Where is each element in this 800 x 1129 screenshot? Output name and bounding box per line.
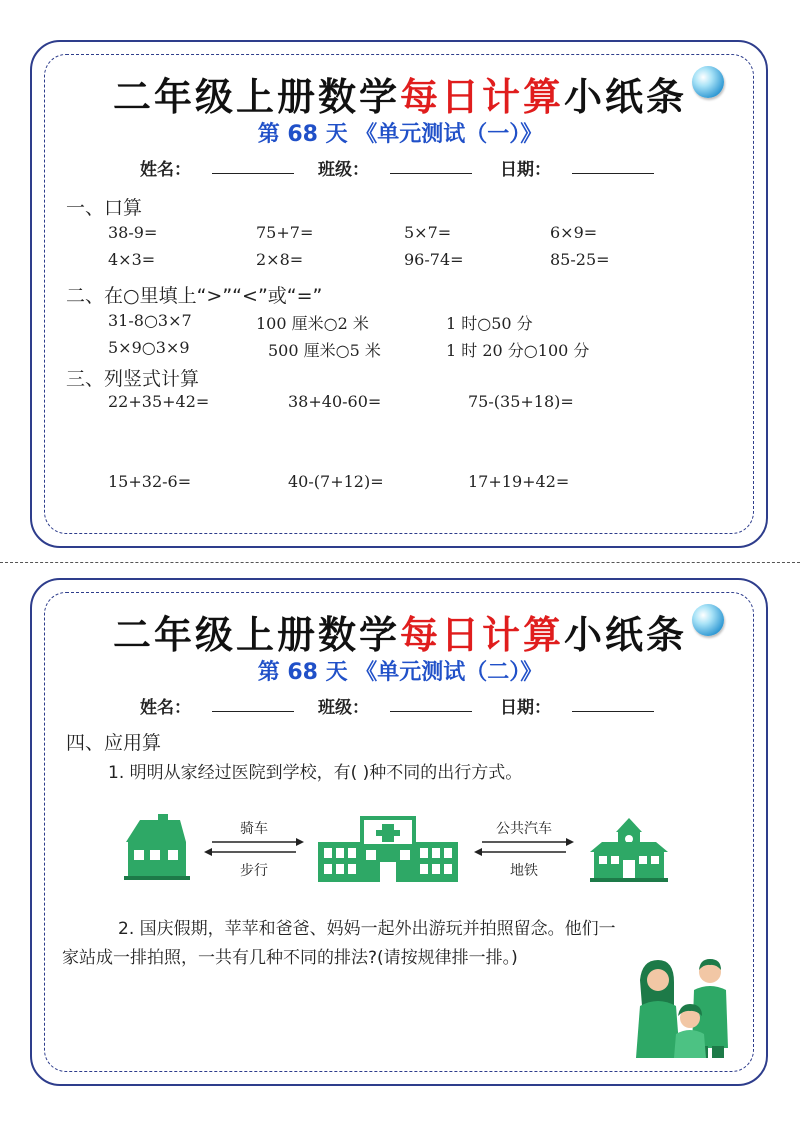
compare-item: 500 厘米○5 米	[268, 341, 381, 360]
hospital-icon	[318, 812, 458, 884]
section-application-heading: 四、应用算	[66, 732, 162, 754]
oral-item: 4×3=	[108, 250, 156, 269]
card2-title	[0, 604, 800, 659]
date-label: 日期：	[500, 160, 551, 180]
compare-item: 1 时 20 分○100 分	[446, 341, 590, 360]
oral-item: 75+7=	[256, 223, 314, 242]
blue-ball-icon	[692, 66, 724, 98]
blue-ball-icon	[692, 604, 724, 636]
compare-item: 1 时○50 分	[446, 314, 533, 333]
date-label: 日期：	[500, 698, 551, 718]
class-label: 班级：	[318, 160, 369, 180]
route-label-bike: 骑车	[240, 821, 268, 837]
card2-subtitle: 第 68 天 《单元测试（二）》	[257, 660, 543, 685]
vertical-item: 40-(7+12)=	[288, 472, 384, 491]
name-field[interactable]	[212, 693, 294, 712]
question-2-line-1: 2. 国庆假期，苹苹和爸爸、妈妈一起外出游玩并拍照留念。他们一	[118, 919, 616, 939]
class-field[interactable]	[390, 693, 472, 712]
oral-item: 96-74=	[404, 250, 464, 269]
vertical-item: 17+19+42=	[468, 472, 570, 491]
oral-item: 5×7=	[404, 223, 452, 242]
title-main-text: 二年级上册数学	[112, 613, 400, 657]
house-icon	[118, 812, 190, 882]
class-label: 班级：	[318, 698, 369, 718]
date-field[interactable]	[572, 693, 654, 712]
title-main-text: 二年级上册数学	[112, 75, 400, 119]
oral-item: 38-9=	[108, 223, 158, 242]
compare-item: 31-8○3×7	[108, 311, 192, 330]
title-end-text: 小纸条	[564, 613, 688, 657]
family-icon	[628, 956, 740, 1060]
double-arrow-icon	[474, 838, 574, 858]
oral-item: 85-25=	[550, 250, 610, 269]
vertical-item: 15+32-6=	[108, 472, 192, 491]
title-end-text: 小纸条	[564, 75, 688, 119]
question-2-line-2: 家站成一排拍照，一共有几种不同的排法?(请按规律排一排。)	[62, 948, 518, 968]
section-compare-heading: 二、在○里填上“>”“<”或“=”	[66, 285, 323, 307]
question-1: 1. 明明从家经过医院到学校，有( )种不同的出行方式。	[108, 763, 523, 783]
name-label: 姓名：	[140, 160, 191, 180]
section-vertical-heading: 三、列竖式计算	[66, 368, 200, 390]
name-label: 姓名：	[140, 698, 191, 718]
class-field[interactable]	[390, 155, 472, 174]
card1-subtitle: 第 68 天 《单元测试（一）》	[257, 122, 543, 147]
oral-item: 6×9=	[550, 223, 598, 242]
date-field[interactable]	[572, 155, 654, 174]
title-red-text: 每日计算	[399, 613, 564, 657]
vertical-item: 38+40-60=	[288, 392, 382, 411]
name-field[interactable]	[212, 155, 294, 174]
route-label-walk: 步行	[240, 863, 268, 879]
title-red-text: 每日计算	[399, 75, 564, 119]
compare-item: 100 厘米○2 米	[256, 314, 369, 333]
route-label-subway: 地铁	[510, 863, 538, 879]
double-arrow-icon	[204, 838, 304, 858]
cut-line	[0, 562, 800, 563]
route-label-bus: 公共汽车	[496, 821, 552, 837]
card1-title	[0, 66, 800, 121]
oral-item: 2×8=	[256, 250, 304, 269]
vertical-item: 22+35+42=	[108, 392, 210, 411]
compare-item: 5×9○3×9	[108, 338, 190, 357]
section-oral-heading: 一、口算	[66, 197, 143, 219]
school-icon	[590, 816, 668, 882]
vertical-item: 75-(35+18)=	[468, 392, 574, 411]
